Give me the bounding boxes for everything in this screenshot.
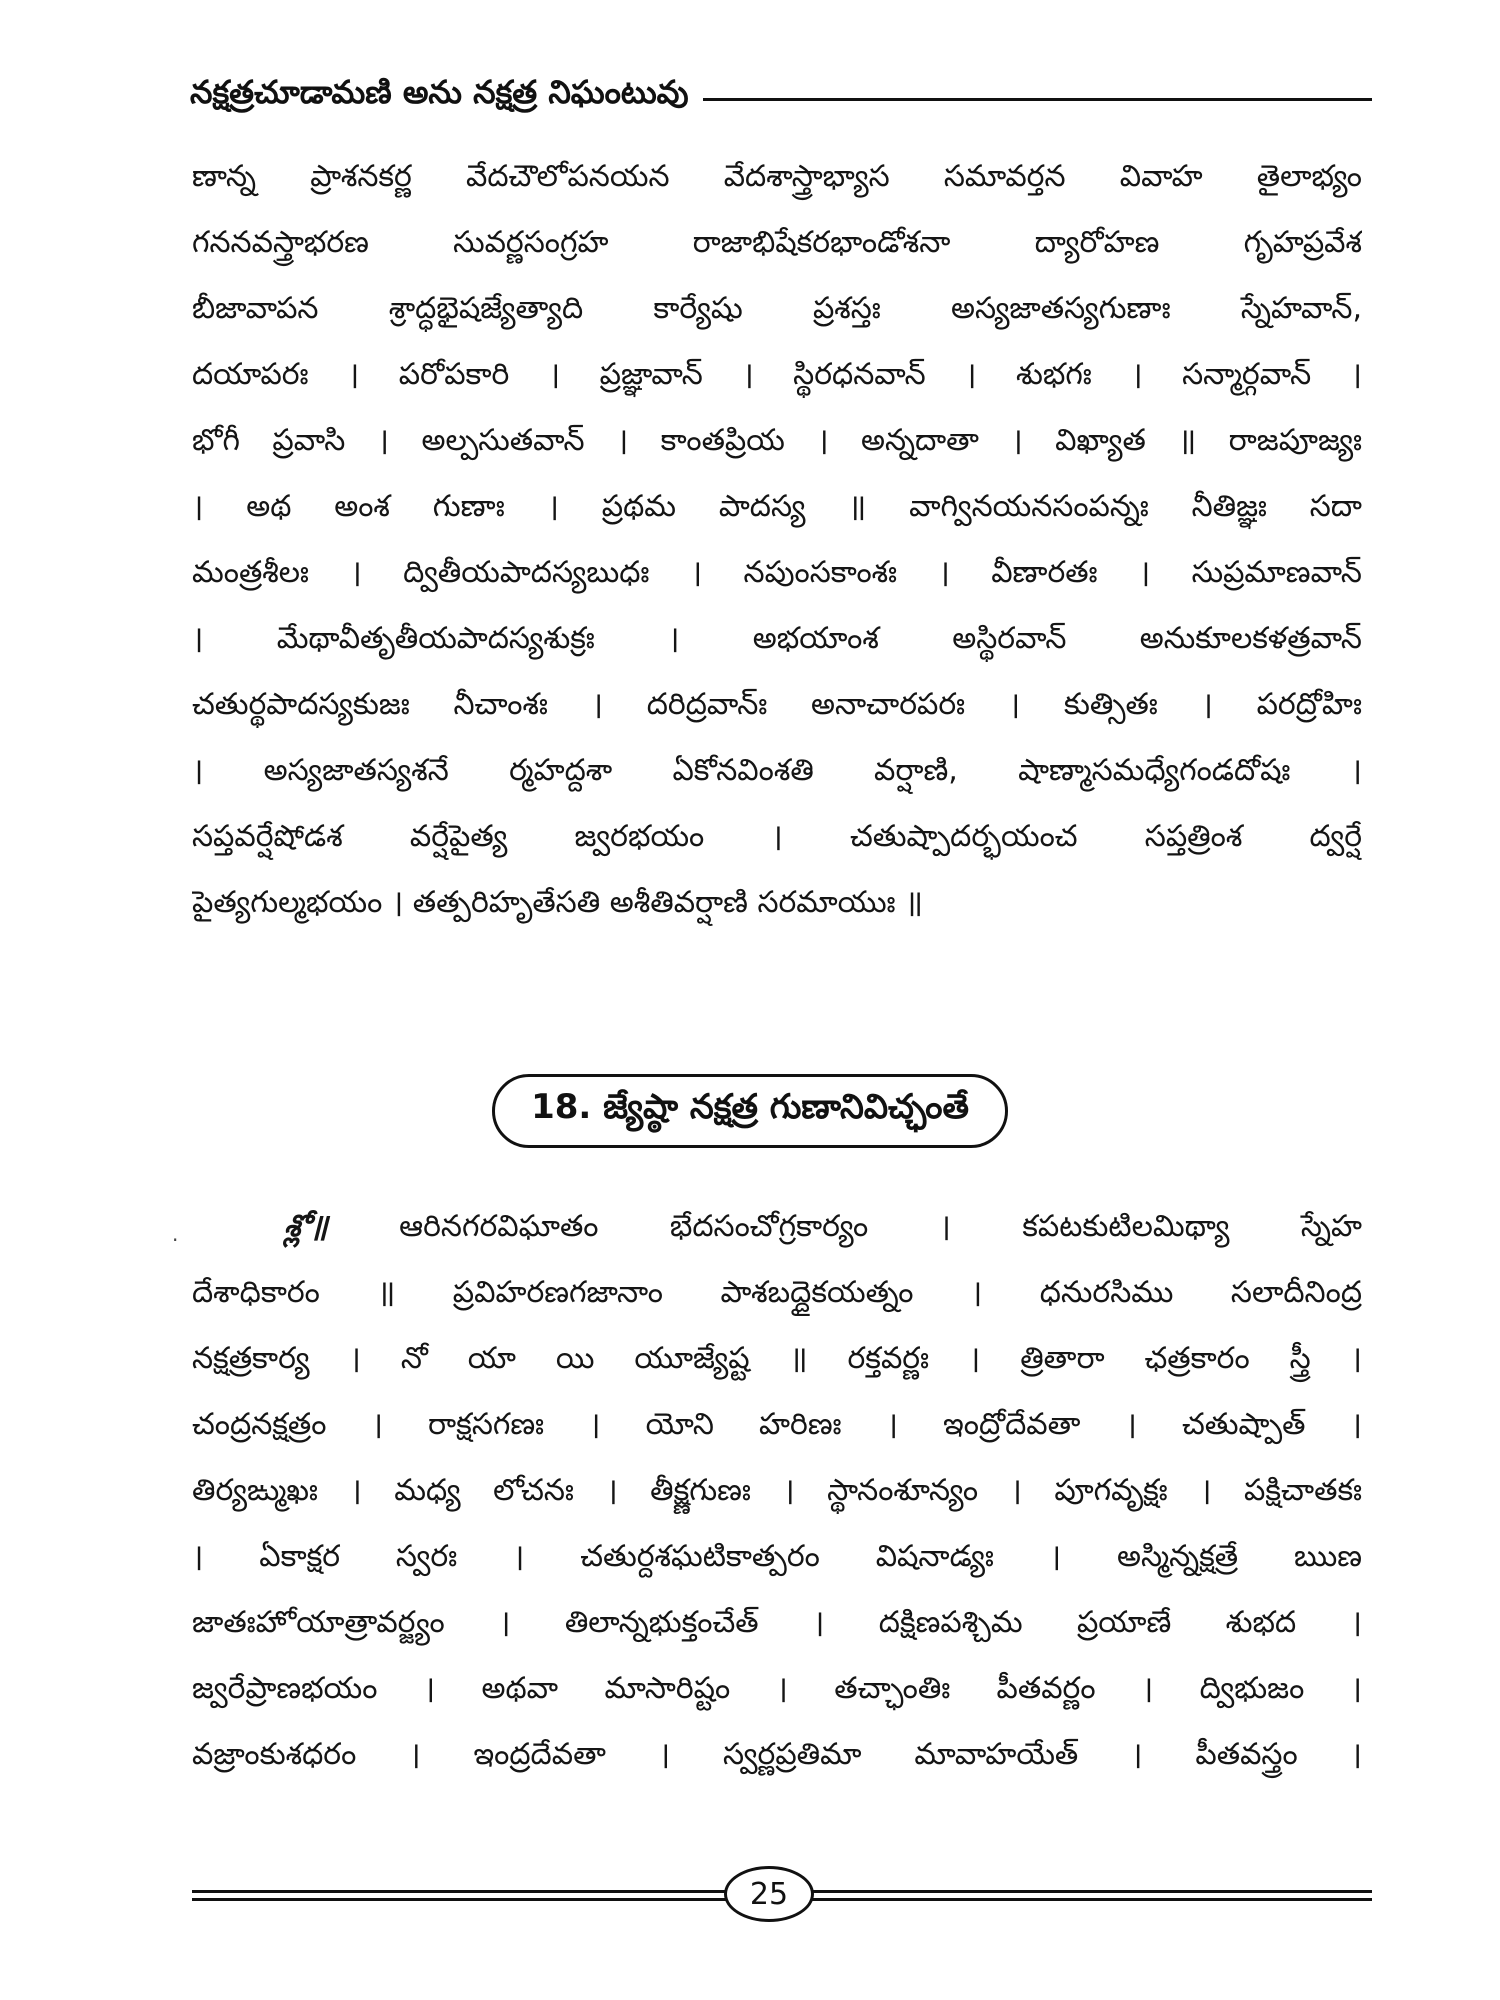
text-line: । అస్యజాతస్యశనే ర్మహద్దశా ఏకోనవింశతి వర్షాణి, షాణ్మాసమధ్యేగండదోషః ।: [192, 753, 1362, 788]
page-number: 25: [724, 1866, 814, 1922]
text-line: ణాన్న ప్రాశనకర్ణ వేదచౌలోపనయన వేదశాస్త్రాభ్యాస సమావర్తన వివాహ తైలాభ్యం: [192, 159, 1362, 194]
section-heading-container: [0, 1074, 1500, 1148]
text-line: । అథ అంశ గుణాః । ప్రథమ పాదస్య ॥ వాగ్వినయనసంపన్నః నీతిజ్ఞః సదా: [192, 489, 1362, 524]
text-line: [192, 1194, 1362, 1260]
text-line: జ్వరేప్రాణభయం । అథవా మాసారిష్టం । తచ్ఛాంతిః పీతవర్ణం । ద్విభుజం ।: [192, 1671, 1362, 1706]
section-heading: 18. జ్యేష్ఠా నక్షత్ర గుణానివిచ్ఛంతే: [492, 1074, 1008, 1148]
paragraph-verse: [192, 1194, 1362, 1788]
text-line: దయాపరః । పరోపకారి । ప్రజ్ఞావాన్ । స్థిరధనవాన్ । శుభగః । సన్మార్గవాన్ ।: [192, 357, 1362, 392]
text-line: నక్షత్రకార్య । నో యా యి యూజ్యేష్ట ॥ రక్తవర్ణః । త్రితారా ఛత్రకారం స్త్రీ ।: [192, 1341, 1362, 1376]
text-line: జాతఃహోయాత్రావర్జ్యం । తిలాన్నభుక్తంచేత్ । దక్షిణపశ్చిమ ప్రయాణే శుభద ।: [192, 1605, 1362, 1640]
text-line: వజ్రాంకుశధరం । ఇంద్రదేవతా । స్వర్ణప్రతిమా మావాహయేత్ । పీతవస్త్రం ।: [192, 1737, 1362, 1772]
text-line: చంద్రనక్షత్రం । రాక్షసగణః । యోని హరిణః । ఇంద్రోదేవతా । చతుష్పాత్ ।: [192, 1407, 1362, 1442]
text-line: సప్తవర్షేషోడశ వర్షేపైత్య జ్వరభయం । చతుష్పాదర్భయంచ సప్తత్రింశ ద్వర్షే: [192, 819, 1362, 854]
text-line: పైత్యగుల్మభయం । తత్పరిహృతేసతి అశీతివర్షాణి సరమాయుః ॥: [192, 885, 924, 920]
paragraph-continuation: [192, 144, 1362, 936]
text-line: । మేథావీతృతీయపాదస్యశుక్రః । అభయాంశ అస్థిరవాన్ అనుకూలకళత్రవాన్: [192, 621, 1362, 656]
text-line: తిర్యఙ్ముఖః । మధ్య లోచనః । తీక్ష్ణగుణః । స్థానంశూన్యం । పూగవృక్షః । పక్షిచాతకః: [192, 1473, 1362, 1508]
text-line: । ఏకాక్షర స్వరః । చతుర్దశఘటికాత్పరం విషనాడ్యః । అస్మిన్నక్షత్రే ఋణ: [192, 1539, 1362, 1574]
text-line: భోగీ ప్రవాసి । అల్పసుతవాన్ । కాంతప్రియ । అన్నదాతా । విఖ్యాత ॥ రాజపూజ్యః: [192, 423, 1362, 458]
text-line: గననవస్త్రాభరణ సువర్ణసంగ్రహ రాజాభిషేకరభాండోశనా ద్యారోహణ గృహప్రవేశ: [192, 225, 1362, 260]
page-header: [190, 66, 1372, 126]
running-title: నక్షత్రచూడామణి అను నక్షత్ర నిఘంటువు: [190, 73, 689, 111]
text-line: దేశాధికారం ॥ ప్రవిహరణగజానాం పాశబద్దైకయత్నం । ధనురసిము సలాదీనింద్ర: [192, 1275, 1362, 1310]
text-line: మంత్రశీలః । ద్వితీయపాదస్యబుధః । నపుంసకాంశః । వీణారతః । సుప్రమాణవాన్: [192, 555, 1362, 590]
verse-mark: శ్లో॥: [284, 1209, 328, 1244]
text-line: బీజావాపన శ్రాద్ధభైషజ్యేత్యాది కార్యేషు ప్రశస్తః అస్యజాతస్యగుణాః స్నేహవాన్,: [192, 291, 1362, 326]
page-footer: [192, 1860, 1372, 1930]
text-line: చతుర్థపాదస్యకుజః నీచాంశః । దరిద్రవాన్ః అనాచారపరః । కుత్సితః । పరద్రోహిః: [192, 687, 1362, 722]
verse-first-line: ఆరినగరవిఘాతం భేదసంచోగ్రకార్యం । కపటకుటిలమిథ్యా స్నేహ: [399, 1209, 1362, 1244]
scan-speck: ·: [172, 1228, 179, 1252]
header-rule: [703, 98, 1372, 101]
